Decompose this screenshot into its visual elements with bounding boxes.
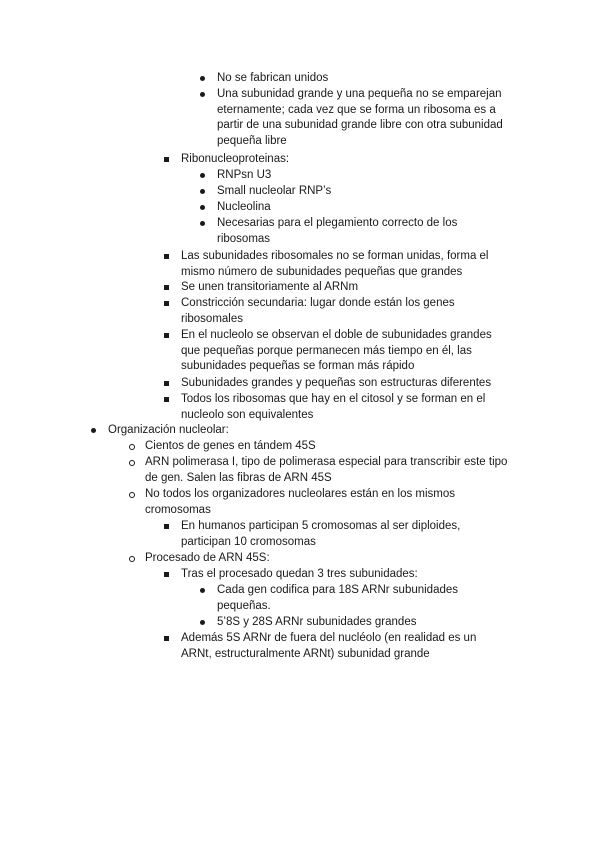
bullet-disc-icon [200, 205, 205, 210]
bullet-square-icon [164, 381, 169, 386]
list-item: Ribonucleoproteinas: [181, 152, 289, 168]
list-item: Además 5S ARNr de fuera del nucléolo (en realidad es un ARNt, estructuralmente ARNt) subunidad grande [181, 631, 476, 662]
list-item: En el nucleolo se observan el doble de subunidades grandes que pequeñas porque permanecen más tiempo en él, las subunidades pequeñas se forman más rápido [181, 328, 492, 375]
bullet-square-icon [164, 285, 169, 290]
bullet-disc-icon [200, 189, 205, 194]
bullet-square-icon [164, 333, 169, 338]
bullet-circle-icon [129, 444, 135, 450]
bullet-square-icon [164, 157, 169, 162]
bullet-circle-icon [129, 556, 135, 562]
list-item: Constricción secundaria: lugar donde están los genes ribosomales [181, 296, 455, 327]
list-item: 5’8S y 28S ARNr subunidades grandes [217, 615, 416, 631]
list-item: No se fabrican unidos [217, 71, 328, 87]
list-item: Nucleolina [217, 200, 271, 216]
list-item: Todos los ribosomas que hay en el citosol y se forman en el nucleolo son equivalentes [181, 392, 485, 423]
bullet-square-icon [164, 524, 169, 529]
list-item: En humanos participan 5 cromosomas al ser diploides, participan 10 cromosomas [181, 519, 460, 550]
bullet-disc-icon [200, 173, 205, 178]
list-item: No todos los organizadores nucleolares están en los mismos cromosomas [145, 487, 455, 518]
bullet-disc-icon [200, 588, 205, 593]
list-item: Las subunidades ribosomales no se forman unidas, forma el mismo número de subunidades pequeñas que grandes [181, 249, 488, 280]
bullet-square-icon [164, 397, 169, 402]
list-item: Cientos de genes en tándem 45S [145, 439, 316, 455]
list-item: Se unen transitoriamente al ARNm [181, 280, 358, 296]
bullet-square-icon [164, 636, 169, 641]
list-item: Tras el procesado quedan 3 tres subunidades: [181, 567, 418, 583]
bullet-square-icon [164, 572, 169, 577]
list-item: Una subunidad grande y una pequeña no se emparejan eternamente; cada vez que se forma un ribosoma es a partir de una subunidad grande libre con otra subunidad pequeña libre [217, 87, 503, 149]
list-item: Necesarias para el plegamiento correcto de los ribosomas [217, 216, 457, 247]
bullet-disc-icon [200, 92, 205, 97]
list-item: RNPsn U3 [217, 168, 271, 184]
bullet-disc-icon [200, 620, 205, 625]
bullet-circle-icon [129, 460, 135, 466]
list-item: Subunidades grandes y pequeñas son estructuras diferentes [181, 376, 491, 392]
bullet-circle-icon [129, 492, 135, 498]
list-item: Procesado de ARN 45S: [145, 551, 270, 567]
bullet-disc-icon [200, 221, 205, 226]
list-item: Small nucleolar RNP’s [217, 184, 331, 200]
bullet-disc-icon [200, 76, 205, 81]
list-item: Cada gen codifica para 18S ARNr subunidades pequeñas. [217, 583, 458, 614]
bullet-square-icon [164, 254, 169, 259]
list-item: Organización nucleolar: [108, 423, 229, 439]
bullet-square-icon [164, 301, 169, 306]
list-item: ARN polimerasa I, tipo de polimerasa especial para transcribir este tipo de gen. Salen las fibras de ARN 45S [145, 455, 507, 486]
bullet-disc-icon [91, 428, 96, 433]
